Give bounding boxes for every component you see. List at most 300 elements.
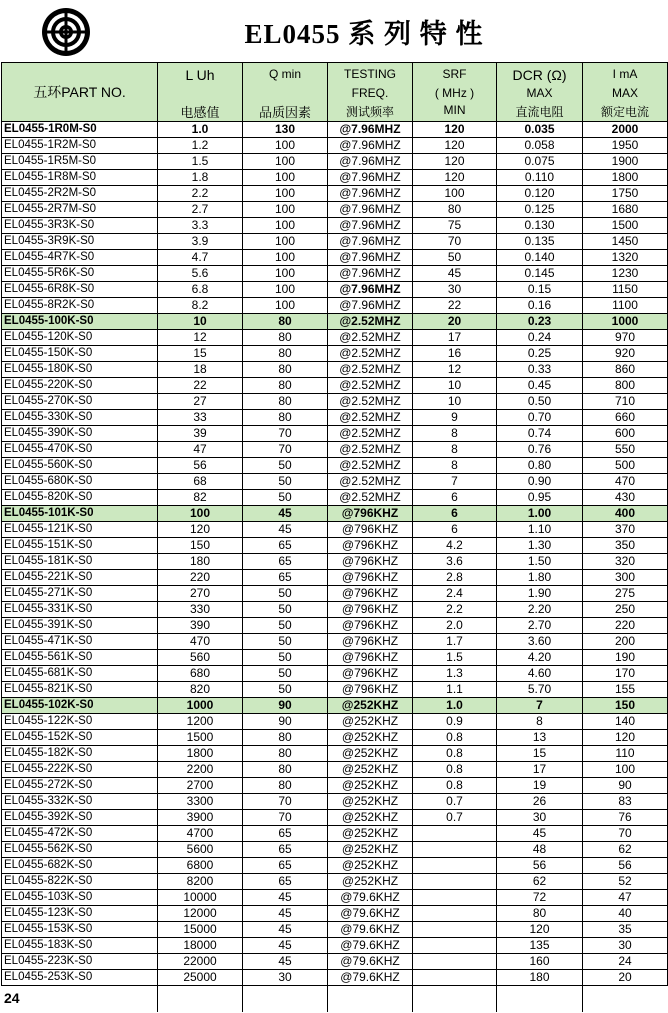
col-freq-cn: 测试频率 bbox=[345, 105, 394, 119]
q-cell: 45 bbox=[243, 938, 328, 954]
current-cell: 710 bbox=[583, 394, 668, 410]
q-cell: 65 bbox=[243, 842, 328, 858]
current-cell: 30 bbox=[583, 938, 668, 954]
inductance-cell: 220 bbox=[158, 570, 243, 586]
srf-cell: 6 bbox=[413, 506, 497, 522]
table-row bbox=[2, 330, 668, 346]
dcr-cell: 1.50 bbox=[497, 554, 583, 570]
col-srf-unit: ( MHz ) bbox=[434, 86, 475, 100]
inductance-cell: 1.8 bbox=[158, 170, 243, 186]
col-freq-label2: FREQ. bbox=[351, 86, 389, 100]
q-cell: 45 bbox=[243, 954, 328, 970]
freq-cell: @2.52MHZ bbox=[328, 394, 413, 410]
srf-cell: 3.6 bbox=[413, 554, 497, 570]
inductance-cell: 6.8 bbox=[158, 282, 243, 298]
dcr-cell: 0.15 bbox=[497, 282, 583, 298]
table-row bbox=[2, 874, 668, 890]
freq-cell: @2.52MHZ bbox=[328, 474, 413, 490]
inductance-cell: 3.9 bbox=[158, 234, 243, 250]
table-row bbox=[2, 602, 668, 618]
col-part-no-label: 五环PART NO. bbox=[33, 84, 126, 100]
table-row bbox=[2, 282, 668, 298]
part-no-cell: EL0455-180K-S0 bbox=[2, 362, 158, 378]
table-row bbox=[2, 890, 668, 906]
q-cell: 50 bbox=[243, 650, 328, 666]
footer-cell bbox=[328, 986, 413, 1013]
table-body bbox=[2, 122, 668, 986]
inductance-cell: 15000 bbox=[158, 922, 243, 938]
part-no-cell: EL0455-271K-S0 bbox=[2, 586, 158, 602]
q-cell: 80 bbox=[243, 362, 328, 378]
table-row bbox=[2, 250, 668, 266]
q-cell: 100 bbox=[243, 250, 328, 266]
dcr-cell: 17 bbox=[497, 762, 583, 778]
dcr-cell: 0.24 bbox=[497, 330, 583, 346]
part-no-cell: EL0455-4R7K-S0 bbox=[2, 250, 158, 266]
inductance-cell: 5600 bbox=[158, 842, 243, 858]
freq-cell: @7.96MHZ bbox=[328, 282, 413, 298]
part-no-cell: EL0455-222K-S0 bbox=[2, 762, 158, 778]
dcr-cell: 5.70 bbox=[497, 682, 583, 698]
inductance-cell: 1500 bbox=[158, 730, 243, 746]
q-cell: 50 bbox=[243, 602, 328, 618]
part-no-cell: EL0455-682K-S0 bbox=[2, 858, 158, 874]
srf-cell bbox=[413, 874, 497, 890]
dcr-cell: 120 bbox=[497, 922, 583, 938]
q-cell: 65 bbox=[243, 570, 328, 586]
srf-cell: 0.8 bbox=[413, 778, 497, 794]
inductance-cell: 10000 bbox=[158, 890, 243, 906]
inductance-cell: 330 bbox=[158, 602, 243, 618]
srf-cell: 120 bbox=[413, 154, 497, 170]
part-no-cell: EL0455-123K-S0 bbox=[2, 906, 158, 922]
col-freq bbox=[328, 63, 413, 122]
inductance-cell: 33 bbox=[158, 410, 243, 426]
inductance-cell: 1200 bbox=[158, 714, 243, 730]
table-row bbox=[2, 426, 668, 442]
q-cell: 45 bbox=[243, 922, 328, 938]
table-row bbox=[2, 442, 668, 458]
table-row bbox=[2, 234, 668, 250]
freq-cell: @79.6KHZ bbox=[328, 922, 413, 938]
srf-cell bbox=[413, 922, 497, 938]
freq-cell: @7.96MHZ bbox=[328, 250, 413, 266]
srf-cell bbox=[413, 858, 497, 874]
part-no-cell: EL0455-183K-S0 bbox=[2, 938, 158, 954]
dcr-cell: 0.95 bbox=[497, 490, 583, 506]
dcr-cell: 7 bbox=[497, 698, 583, 714]
srf-cell: 75 bbox=[413, 218, 497, 234]
current-cell: 76 bbox=[583, 810, 668, 826]
current-cell: 52 bbox=[583, 874, 668, 890]
srf-cell: 22 bbox=[413, 298, 497, 314]
current-cell: 2000 bbox=[583, 122, 668, 138]
freq-cell: @2.52MHZ bbox=[328, 362, 413, 378]
dcr-cell: 30 bbox=[497, 810, 583, 826]
q-cell: 100 bbox=[243, 154, 328, 170]
inductance-cell: 56 bbox=[158, 458, 243, 474]
inductance-cell: 680 bbox=[158, 666, 243, 682]
inductance-cell: 12000 bbox=[158, 906, 243, 922]
table-row bbox=[2, 938, 668, 954]
srf-cell: 120 bbox=[413, 138, 497, 154]
current-cell: 275 bbox=[583, 586, 668, 602]
table-row bbox=[2, 858, 668, 874]
table-row bbox=[2, 122, 668, 138]
inductance-cell: 2.7 bbox=[158, 202, 243, 218]
col-dcr-max: MAX bbox=[526, 86, 553, 100]
q-cell: 70 bbox=[243, 794, 328, 810]
part-no-cell: EL0455-3R9K-S0 bbox=[2, 234, 158, 250]
freq-cell: @252KHZ bbox=[328, 794, 413, 810]
part-no-cell: EL0455-392K-S0 bbox=[2, 810, 158, 826]
inductance-cell: 4700 bbox=[158, 826, 243, 842]
part-no-cell: EL0455-6R8K-S0 bbox=[2, 282, 158, 298]
srf-cell: 2.4 bbox=[413, 586, 497, 602]
part-no-cell: EL0455-121K-S0 bbox=[2, 522, 158, 538]
freq-cell: @7.96MHZ bbox=[328, 170, 413, 186]
q-cell: 80 bbox=[243, 778, 328, 794]
dcr-cell: 180 bbox=[497, 970, 583, 986]
part-no-cell: EL0455-472K-S0 bbox=[2, 826, 158, 842]
q-cell: 90 bbox=[243, 698, 328, 714]
srf-cell: 0.8 bbox=[413, 762, 497, 778]
col-q bbox=[243, 63, 328, 122]
part-no-cell: EL0455-120K-S0 bbox=[2, 330, 158, 346]
q-cell: 80 bbox=[243, 378, 328, 394]
table-row bbox=[2, 810, 668, 826]
freq-cell: @7.96MHZ bbox=[328, 218, 413, 234]
srf-cell: 120 bbox=[413, 170, 497, 186]
current-cell: 600 bbox=[583, 426, 668, 442]
freq-cell: @2.52MHZ bbox=[328, 442, 413, 458]
q-cell: 45 bbox=[243, 506, 328, 522]
page-title: EL0455 系 列 特 性 bbox=[244, 19, 484, 49]
current-cell: 40 bbox=[583, 906, 668, 922]
table-row bbox=[2, 138, 668, 154]
srf-cell: 1.3 bbox=[413, 666, 497, 682]
q-cell: 65 bbox=[243, 554, 328, 570]
q-cell: 80 bbox=[243, 394, 328, 410]
current-cell: 300 bbox=[583, 570, 668, 586]
part-no-cell: EL0455-820K-S0 bbox=[2, 490, 158, 506]
freq-cell: @252KHZ bbox=[328, 842, 413, 858]
srf-cell: 0.7 bbox=[413, 810, 497, 826]
dcr-cell: 1.00 bbox=[497, 506, 583, 522]
q-cell: 50 bbox=[243, 682, 328, 698]
inductance-cell: 3900 bbox=[158, 810, 243, 826]
table-row bbox=[2, 922, 668, 938]
q-cell: 100 bbox=[243, 186, 328, 202]
q-cell: 45 bbox=[243, 890, 328, 906]
srf-cell: 8 bbox=[413, 458, 497, 474]
current-cell: 250 bbox=[583, 602, 668, 618]
inductance-cell: 12 bbox=[158, 330, 243, 346]
q-cell: 45 bbox=[243, 522, 328, 538]
col-srf-label: SRF bbox=[442, 67, 467, 81]
inductance-cell: 100 bbox=[158, 506, 243, 522]
q-cell: 50 bbox=[243, 586, 328, 602]
freq-cell: @252KHZ bbox=[328, 826, 413, 842]
q-cell: 80 bbox=[243, 314, 328, 330]
part-no-cell: EL0455-182K-S0 bbox=[2, 746, 158, 762]
dcr-cell: 4.20 bbox=[497, 650, 583, 666]
inductance-cell: 22000 bbox=[158, 954, 243, 970]
part-no-cell: EL0455-122K-S0 bbox=[2, 714, 158, 730]
table-row bbox=[2, 362, 668, 378]
table-row bbox=[2, 826, 668, 842]
freq-cell: @252KHZ bbox=[328, 810, 413, 826]
footer-cell bbox=[158, 986, 243, 1013]
col-q-cn: 品质因素 bbox=[258, 105, 311, 120]
q-cell: 100 bbox=[243, 282, 328, 298]
q-cell: 80 bbox=[243, 746, 328, 762]
dcr-cell: 0.058 bbox=[497, 138, 583, 154]
current-cell: 1230 bbox=[583, 266, 668, 282]
inductance-cell: 820 bbox=[158, 682, 243, 698]
inductance-cell: 390 bbox=[158, 618, 243, 634]
freq-cell: @7.96MHZ bbox=[328, 234, 413, 250]
freq-cell: @252KHZ bbox=[328, 746, 413, 762]
current-cell: 170 bbox=[583, 666, 668, 682]
part-no-cell: EL0455-1R0M-S0 bbox=[2, 122, 158, 138]
srf-cell: 70 bbox=[413, 234, 497, 250]
inductance-cell: 8200 bbox=[158, 874, 243, 890]
dcr-cell: 2.20 bbox=[497, 602, 583, 618]
inductance-cell: 18000 bbox=[158, 938, 243, 954]
srf-cell: 0.9 bbox=[413, 714, 497, 730]
inductance-cell: 47 bbox=[158, 442, 243, 458]
q-cell: 30 bbox=[243, 970, 328, 986]
inductance-cell: 27 bbox=[158, 394, 243, 410]
current-cell: 110 bbox=[583, 746, 668, 762]
freq-cell: @7.96MHZ bbox=[328, 122, 413, 138]
freq-cell: @796KHZ bbox=[328, 682, 413, 698]
freq-cell: @79.6KHZ bbox=[328, 906, 413, 922]
current-cell: 220 bbox=[583, 618, 668, 634]
dcr-cell: 4.60 bbox=[497, 666, 583, 682]
table-row bbox=[2, 218, 668, 234]
table-row bbox=[2, 410, 668, 426]
inductance-cell: 120 bbox=[158, 522, 243, 538]
dcr-cell: 0.120 bbox=[497, 186, 583, 202]
current-cell: 100 bbox=[583, 762, 668, 778]
table-row bbox=[2, 298, 668, 314]
table-row bbox=[2, 522, 668, 538]
current-cell: 860 bbox=[583, 362, 668, 378]
table-row bbox=[2, 314, 668, 330]
current-cell: 24 bbox=[583, 954, 668, 970]
part-no-cell: EL0455-680K-S0 bbox=[2, 474, 158, 490]
part-no-cell: EL0455-391K-S0 bbox=[2, 618, 158, 634]
srf-cell bbox=[413, 954, 497, 970]
q-cell: 80 bbox=[243, 330, 328, 346]
footer-cell bbox=[497, 986, 583, 1013]
srf-cell: 20 bbox=[413, 314, 497, 330]
current-cell: 70 bbox=[583, 826, 668, 842]
part-no-cell: EL0455-330K-S0 bbox=[2, 410, 158, 426]
table-row bbox=[2, 202, 668, 218]
table-row bbox=[2, 154, 668, 170]
q-cell: 65 bbox=[243, 826, 328, 842]
col-current-label: I mA bbox=[612, 67, 638, 81]
dcr-cell: 1.90 bbox=[497, 586, 583, 602]
current-cell: 120 bbox=[583, 730, 668, 746]
q-cell: 80 bbox=[243, 346, 328, 362]
srf-cell: 2.0 bbox=[413, 618, 497, 634]
current-cell: 430 bbox=[583, 490, 668, 506]
current-cell: 660 bbox=[583, 410, 668, 426]
table-row bbox=[2, 650, 668, 666]
part-no-cell: EL0455-562K-S0 bbox=[2, 842, 158, 858]
freq-cell: @796KHZ bbox=[328, 538, 413, 554]
srf-cell bbox=[413, 906, 497, 922]
freq-cell: @2.52MHZ bbox=[328, 346, 413, 362]
srf-cell: 80 bbox=[413, 202, 497, 218]
srf-cell: 4.2 bbox=[413, 538, 497, 554]
table-row bbox=[2, 714, 668, 730]
inductance-cell: 2700 bbox=[158, 778, 243, 794]
current-cell: 1800 bbox=[583, 170, 668, 186]
q-cell: 65 bbox=[243, 538, 328, 554]
part-no-cell: EL0455-2R2M-S0 bbox=[2, 186, 158, 202]
current-cell: 1900 bbox=[583, 154, 668, 170]
q-cell: 90 bbox=[243, 714, 328, 730]
srf-cell: 9 bbox=[413, 410, 497, 426]
freq-cell: @252KHZ bbox=[328, 778, 413, 794]
dcr-cell: 0.23 bbox=[497, 314, 583, 330]
freq-cell: @796KHZ bbox=[328, 522, 413, 538]
freq-cell: @252KHZ bbox=[328, 698, 413, 714]
inductance-cell: 1.0 bbox=[158, 122, 243, 138]
inductance-cell: 18 bbox=[158, 362, 243, 378]
srf-cell: 6 bbox=[413, 522, 497, 538]
current-cell: 35 bbox=[583, 922, 668, 938]
table-row bbox=[2, 906, 668, 922]
part-no-cell: EL0455-102K-S0 bbox=[2, 698, 158, 714]
q-cell: 80 bbox=[243, 410, 328, 426]
freq-cell: @252KHZ bbox=[328, 858, 413, 874]
part-no-cell: EL0455-220K-S0 bbox=[2, 378, 158, 394]
current-cell: 370 bbox=[583, 522, 668, 538]
srf-cell: 1.1 bbox=[413, 682, 497, 698]
dcr-cell: 160 bbox=[497, 954, 583, 970]
freq-cell: @2.52MHZ bbox=[328, 458, 413, 474]
srf-cell bbox=[413, 970, 497, 986]
freq-cell: @79.6KHZ bbox=[328, 938, 413, 954]
current-cell: 320 bbox=[583, 554, 668, 570]
srf-cell bbox=[413, 938, 497, 954]
freq-cell: @796KHZ bbox=[328, 650, 413, 666]
dcr-cell: 0.130 bbox=[497, 218, 583, 234]
table-row bbox=[2, 538, 668, 554]
q-cell: 70 bbox=[243, 442, 328, 458]
dcr-cell: 1.10 bbox=[497, 522, 583, 538]
dcr-cell: 0.76 bbox=[497, 442, 583, 458]
q-cell: 50 bbox=[243, 618, 328, 634]
part-no-cell: EL0455-1R5M-S0 bbox=[2, 154, 158, 170]
dcr-cell: 56 bbox=[497, 858, 583, 874]
col-current-max: MAX bbox=[611, 86, 638, 100]
freq-cell: @796KHZ bbox=[328, 570, 413, 586]
srf-cell: 10 bbox=[413, 378, 497, 394]
dcr-cell: 0.25 bbox=[497, 346, 583, 362]
q-cell: 100 bbox=[243, 234, 328, 250]
inductance-cell: 180 bbox=[158, 554, 243, 570]
table-row bbox=[2, 970, 668, 986]
part-no-cell: EL0455-223K-S0 bbox=[2, 954, 158, 970]
q-cell: 50 bbox=[243, 666, 328, 682]
table-row bbox=[2, 682, 668, 698]
freq-cell: @2.52MHZ bbox=[328, 426, 413, 442]
freq-cell: @252KHZ bbox=[328, 714, 413, 730]
current-cell: 140 bbox=[583, 714, 668, 730]
inductance-cell: 39 bbox=[158, 426, 243, 442]
dcr-cell: 48 bbox=[497, 842, 583, 858]
part-no-cell: EL0455-561K-S0 bbox=[2, 650, 158, 666]
freq-cell: @796KHZ bbox=[328, 602, 413, 618]
q-cell: 100 bbox=[243, 218, 328, 234]
freq-cell: @2.52MHZ bbox=[328, 410, 413, 426]
freq-cell: @796KHZ bbox=[328, 586, 413, 602]
dcr-cell: 62 bbox=[497, 874, 583, 890]
current-cell: 47 bbox=[583, 890, 668, 906]
dcr-cell: 72 bbox=[497, 890, 583, 906]
current-cell: 350 bbox=[583, 538, 668, 554]
inductance-cell: 150 bbox=[158, 538, 243, 554]
table-row bbox=[2, 266, 668, 282]
freq-cell: @796KHZ bbox=[328, 554, 413, 570]
current-cell: 150 bbox=[583, 698, 668, 714]
table-row bbox=[2, 506, 668, 522]
inductance-cell: 560 bbox=[158, 650, 243, 666]
inductance-cell: 3300 bbox=[158, 794, 243, 810]
dcr-cell: 0.145 bbox=[497, 266, 583, 282]
part-no-cell: EL0455-152K-S0 bbox=[2, 730, 158, 746]
dcr-cell: 26 bbox=[497, 794, 583, 810]
q-cell: 80 bbox=[243, 762, 328, 778]
current-cell: 920 bbox=[583, 346, 668, 362]
inductance-cell: 1000 bbox=[158, 698, 243, 714]
dcr-cell: 0.45 bbox=[497, 378, 583, 394]
dcr-cell: 0.90 bbox=[497, 474, 583, 490]
current-cell: 970 bbox=[583, 330, 668, 346]
dcr-cell: 1.80 bbox=[497, 570, 583, 586]
freq-cell: @796KHZ bbox=[328, 634, 413, 650]
part-no-cell: EL0455-1R2M-S0 bbox=[2, 138, 158, 154]
part-no-cell: EL0455-8R2K-S0 bbox=[2, 298, 158, 314]
table-row bbox=[2, 698, 668, 714]
col-dcr-label: DCR (Ω) bbox=[512, 67, 567, 83]
col-dcr bbox=[497, 63, 583, 122]
srf-cell bbox=[413, 826, 497, 842]
srf-cell: 2.8 bbox=[413, 570, 497, 586]
srf-cell: 6 bbox=[413, 490, 497, 506]
part-no-cell: EL0455-470K-S0 bbox=[2, 442, 158, 458]
srf-cell bbox=[413, 842, 497, 858]
dcr-cell: 0.140 bbox=[497, 250, 583, 266]
srf-cell: 12 bbox=[413, 362, 497, 378]
srf-cell: 0.8 bbox=[413, 730, 497, 746]
freq-cell: @252KHZ bbox=[328, 730, 413, 746]
srf-cell: 45 bbox=[413, 266, 497, 282]
part-no-cell: EL0455-5R6K-S0 bbox=[2, 266, 158, 282]
freq-cell: @252KHZ bbox=[328, 762, 413, 778]
current-cell: 1950 bbox=[583, 138, 668, 154]
q-cell: 65 bbox=[243, 874, 328, 890]
table-row bbox=[2, 378, 668, 394]
srf-cell: 1.5 bbox=[413, 650, 497, 666]
